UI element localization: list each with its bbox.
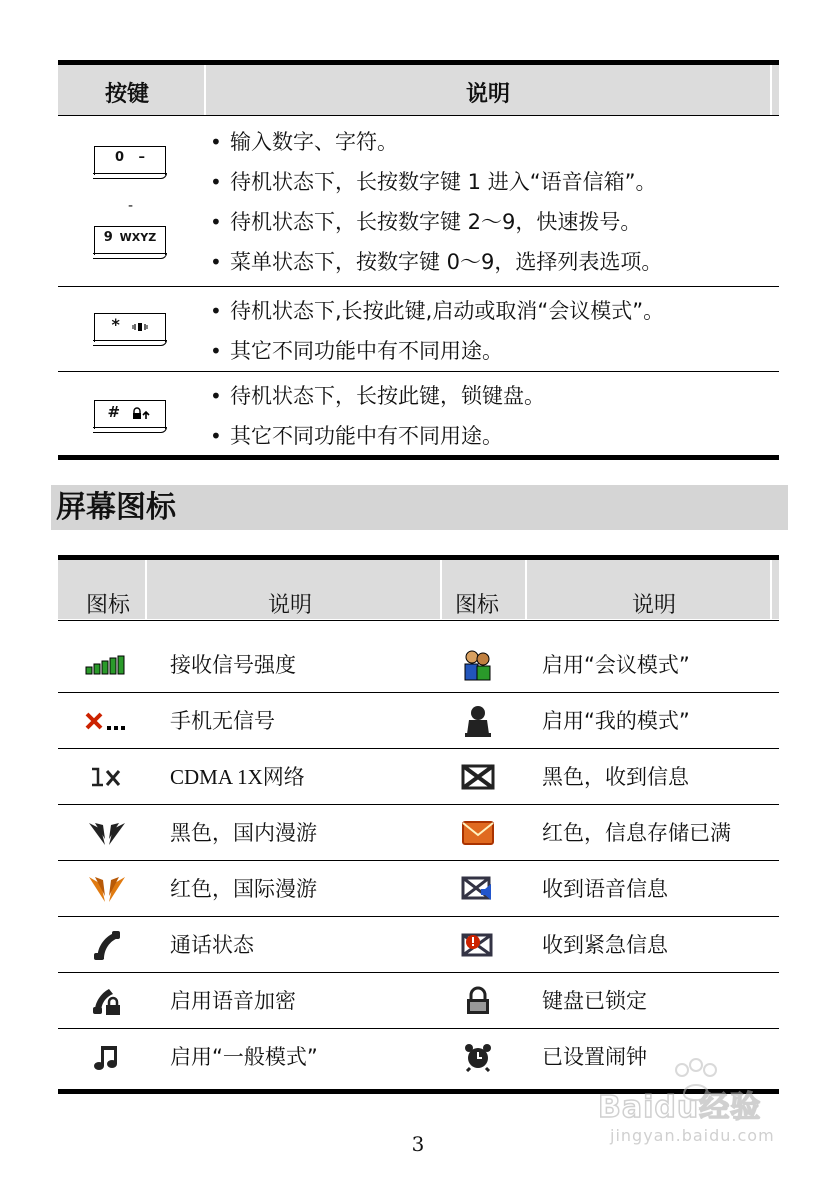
icon-description: 接收信号强度	[170, 653, 296, 677]
header-divider	[525, 560, 527, 619]
key-icons	[58, 118, 204, 284]
section-title: 屏幕图标	[56, 490, 176, 525]
icon-description: 启用“会议模式”	[542, 653, 690, 677]
icon-table-row	[58, 805, 779, 861]
icon-description: 红色，信息存储已满	[542, 821, 731, 845]
key-row-digits	[58, 118, 779, 284]
icon-table-row	[58, 693, 779, 749]
icon-description: 启用“我的模式”	[542, 709, 690, 733]
baidu-watermark	[596, 1080, 786, 1155]
watermark-url: jingyan.baidu.com	[610, 1126, 775, 1145]
key-column-header: 按键	[105, 82, 150, 107]
alarm-clock-icon	[453, 1029, 503, 1085]
icon-description: CDMA 1X网络	[170, 765, 305, 789]
page-number: 3	[411, 1132, 425, 1156]
roaming-red-icon	[82, 861, 132, 917]
envelope-black-icon	[453, 749, 503, 805]
key-label: *	[111, 315, 120, 334]
icon-column-header: 图标	[455, 593, 500, 618]
icon-description: 红色，国际漫游	[170, 877, 317, 901]
row-divider	[58, 286, 779, 287]
key-icons	[58, 289, 204, 369]
key-label: 0	[114, 150, 124, 165]
key-separator: -	[128, 198, 134, 214]
desc-column-header: 说明	[268, 593, 313, 618]
header-divider	[770, 65, 772, 115]
watermark-main: Baidu经验	[598, 1090, 762, 1125]
icon-table-row	[58, 973, 779, 1029]
desc-column-header: 说明	[466, 82, 511, 107]
bullet-item: • 菜单状态下，按数字键 0～9，选择列表选项。	[208, 242, 779, 282]
my-mode-icon	[453, 693, 503, 749]
key-label: 9	[103, 230, 113, 245]
icon-description: 收到语音信息	[542, 877, 668, 901]
key-0-icon	[94, 146, 166, 175]
key-icons	[58, 374, 204, 454]
vibrate-icon	[132, 320, 148, 334]
icon-description: 键盘已锁定	[542, 989, 647, 1013]
bullet-item: • 其它不同功能中有不同用途。	[208, 416, 779, 456]
key-description-list	[208, 376, 779, 456]
row-divider	[58, 115, 779, 116]
key-hash-icon	[94, 400, 166, 429]
row-divider	[58, 371, 779, 372]
key-star-icon	[94, 313, 166, 342]
voice-encryption-icon	[82, 973, 132, 1029]
envelope-red-icon	[453, 805, 503, 861]
bullet-item: • 输入数字、字符。	[208, 122, 779, 162]
icon-description: 收到紧急信息	[542, 933, 668, 957]
icon-column-header: 图标	[86, 593, 131, 618]
roaming-black-icon	[82, 805, 132, 861]
key-row-hash	[58, 374, 779, 454]
small-lock-icon	[131, 407, 153, 421]
no-signal-icon	[82, 693, 132, 749]
key-table-header	[58, 65, 779, 115]
bullet-item: • 待机状态下，长按此键，锁键盘。	[208, 376, 779, 416]
icon-description: 黑色，收到信息	[542, 765, 689, 789]
signal-strength-icon	[82, 637, 132, 693]
meeting-mode-icon	[453, 637, 503, 693]
icon-table-row	[58, 637, 779, 693]
lock-icon	[453, 973, 503, 1029]
icon-table-row	[58, 861, 779, 917]
icon-description: 通话状态	[170, 933, 254, 957]
bullet-item: • 其它不同功能中有不同用途。	[208, 331, 779, 371]
phone-call-icon	[82, 917, 132, 973]
key-table-bottom-rule	[58, 455, 779, 460]
music-note-icon	[82, 1029, 132, 1085]
header-divider	[440, 560, 442, 619]
header-divider	[145, 560, 147, 619]
icon-description: 黑色，国内漫游	[170, 821, 317, 845]
icon-description: 已设置闹钟	[542, 1045, 647, 1069]
icon-description: 启用“一般模式”	[170, 1045, 318, 1069]
bullet-item: • 待机状态下，长按数字键 1 进入“语音信箱”。	[208, 162, 779, 202]
row-divider	[58, 620, 779, 621]
bullet-item: • 待机状态下，长按数字键 2～9，快速拨号。	[208, 202, 779, 242]
key-9-icon	[94, 226, 166, 255]
key-label: #	[107, 403, 121, 421]
cdma-1x-icon	[82, 749, 132, 805]
icon-table-row	[58, 749, 779, 805]
key-description-list	[208, 122, 779, 282]
icon-table-row	[58, 917, 779, 973]
key-description-list	[208, 291, 779, 371]
desc-column-header: 说明	[632, 593, 677, 618]
key-row-star	[58, 289, 779, 369]
key-sublabel: –	[138, 150, 146, 165]
icon-description: 启用语音加密	[170, 989, 296, 1013]
icon-description: 手机无信号	[170, 709, 275, 733]
header-divider	[770, 560, 772, 619]
urgent-message-icon	[453, 917, 503, 973]
header-divider	[204, 65, 206, 115]
voice-message-icon	[453, 861, 503, 917]
bullet-item: • 待机状态下,长按此键,启动或取消“会议模式”。	[208, 291, 779, 331]
key-sublabel: WXYZ	[119, 231, 157, 244]
